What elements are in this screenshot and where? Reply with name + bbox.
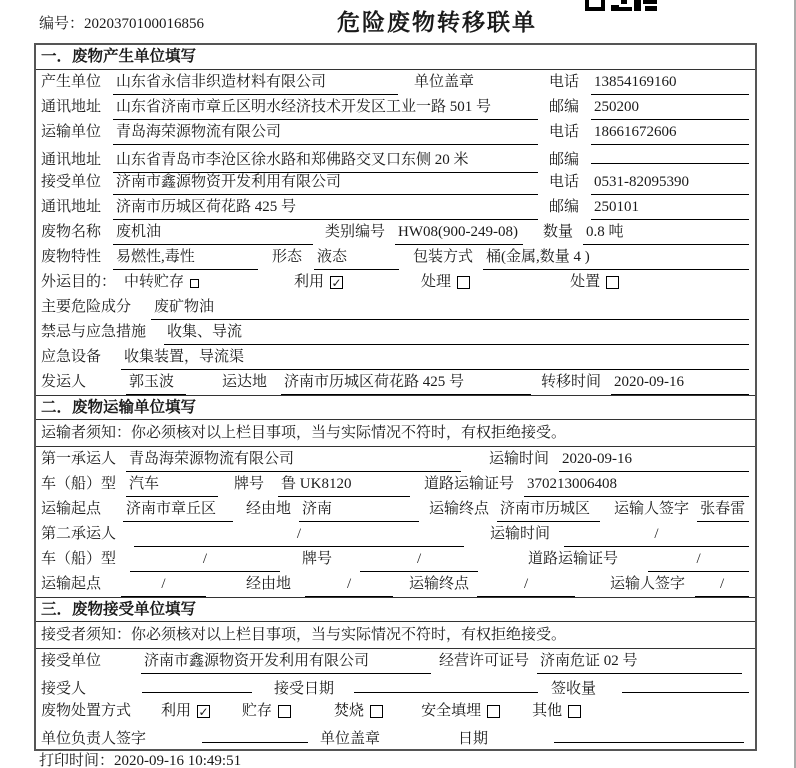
checkbox-disposal-incinerate	[370, 705, 383, 718]
purpose-option-treat-label: 处理	[421, 274, 452, 290]
receiver-phone-label: 电话	[548, 174, 579, 190]
road-cert1-label: 道路运输证号	[424, 476, 515, 492]
print-time	[39, 749, 241, 768]
section2-heading: 二．废物运输单位填写	[36, 395, 755, 420]
unit-stamp3-label: 单位盖章	[320, 731, 381, 747]
purpose-option-utilize-label: 利用	[294, 274, 325, 290]
document-number-value: 2020370100016856	[84, 16, 205, 32]
print-time-label: 打印时间：	[39, 753, 115, 768]
checkbox-dispose	[606, 276, 619, 289]
main-hazard-label: 主要危险成分	[41, 299, 132, 315]
row-disposal-method	[36, 699, 755, 724]
producer-phone-value: 13854169160	[591, 70, 749, 95]
checkbox-disposal-other	[568, 705, 581, 718]
physical-form-label: 形态	[272, 249, 303, 265]
origin1-value: 济南市章丘区	[123, 497, 233, 522]
physical-form-value: 液态	[314, 245, 399, 270]
purpose-option-dispose-label: 处置	[570, 274, 601, 290]
endpoint1-label: 运输终点	[429, 501, 490, 517]
checkbox-treat	[457, 276, 470, 289]
waste-name-label: 废物名称	[41, 224, 102, 240]
disposal-option-other-label: 其他	[532, 703, 563, 719]
accepting-unit-value: 济南市鑫源物资开发利用有限公司	[141, 649, 431, 674]
disposal-option-store-label: 贮存	[242, 703, 273, 719]
row-second-carrier	[36, 522, 755, 547]
destination-label: 运达地	[222, 374, 268, 390]
receiver-unit-label: 接受单位	[41, 174, 102, 190]
vehicle-type2-value: /	[130, 547, 280, 572]
emergency-equipment-label: 应急设备	[41, 349, 102, 365]
row-producer-unit	[36, 70, 755, 95]
receiver-address-label: 通讯地址	[41, 199, 102, 215]
transport-time2-value: /	[564, 522, 749, 547]
row-transporter-address	[36, 145, 755, 170]
via1-value: 济南	[299, 497, 419, 522]
checkbox-transfer-storage	[190, 279, 199, 288]
via1-label: 经由地	[246, 501, 292, 517]
carrier-signature1-label: 运输人签字	[614, 501, 690, 517]
row-transfer-purpose	[36, 270, 755, 295]
receiver-zip-label: 邮编	[548, 199, 579, 215]
first-carrier-value: 青岛海荣源物流有限公司	[126, 447, 461, 472]
producer-unit-value: 山东省永信非织造材料有限公司	[113, 70, 398, 95]
receiver-unit-value: 济南市鑫源物资开发利用有限公司	[113, 170, 538, 195]
shipper-label: 发运人	[41, 374, 87, 390]
unit-stamp-label: 单位盖章	[414, 74, 475, 90]
checkbox-utilize	[330, 276, 343, 289]
chief-signature-value	[202, 724, 308, 743]
transfer-time-label: 转移时间	[541, 374, 602, 390]
carrier-signature2-label: 运输人签字	[610, 576, 686, 592]
road-cert2-label: 道路运输证号	[528, 551, 619, 567]
packing-method-label: 包装方式	[413, 249, 474, 265]
document-number-label: 编号：	[39, 16, 85, 32]
transport-unit-value: 青岛海荣源物流有限公司	[113, 120, 538, 145]
document-header	[0, 0, 796, 42]
receiver-phone-value: 0531-82095390	[591, 170, 749, 195]
quantity-value: 0.8 吨	[583, 220, 749, 245]
main-hazard-value: 废矿物油	[151, 295, 749, 320]
accepting-unit-label: 接受单位	[41, 653, 102, 669]
producer-address-label: 通讯地址	[41, 99, 102, 115]
row-waste-name	[36, 220, 755, 245]
date-label: 日期	[458, 731, 489, 747]
plate-number1-label: 牌号	[234, 476, 265, 492]
qr-code-fragment-icon	[585, 0, 657, 11]
row-route1	[36, 497, 755, 522]
transfer-purpose-label: 外运目的：	[41, 274, 117, 290]
acceptor-value	[142, 674, 252, 693]
via2-value: /	[305, 572, 393, 597]
row-producer-address	[36, 95, 755, 120]
disposal-option-landfill-label: 安全填埋	[421, 703, 482, 719]
origin2-label: 运输起点	[41, 576, 102, 592]
disposal-option-incinerate-label: 焚烧	[334, 703, 365, 719]
license-number-value: 济南危证 02 号	[537, 649, 742, 674]
purpose-option-transfer-storage-label: 中转贮存	[124, 274, 185, 290]
emergency-measures-value: 收集、导流	[164, 320, 749, 345]
waste-name-value: 废机油	[113, 220, 313, 245]
transporter-address-value: 山东省青岛市李沧区徐水路和郑佛路交叉口东侧 20 米	[113, 148, 538, 173]
emergency-measures-label: 禁忌与应急措施	[41, 324, 147, 340]
plate-number1-value: 鲁 UK8120	[278, 472, 410, 497]
origin2-value: /	[121, 572, 206, 597]
row-emergency-equipment	[36, 345, 755, 370]
origin1-label: 运输起点	[41, 501, 102, 517]
checkbox-disposal-utilize	[197, 705, 210, 718]
producer-zip-label: 邮编	[548, 99, 579, 115]
waste-traits-label: 废物特性	[41, 249, 102, 265]
carrier-signature1-value: 张春雷	[697, 497, 749, 522]
transfer-time-value: 2020-09-16	[611, 370, 749, 395]
transporter-zip-label: 邮编	[548, 152, 579, 168]
row-emergency-measures	[36, 320, 755, 345]
transporter-phone-label: 电话	[548, 124, 579, 140]
transporter-phone-value: 18661672606	[591, 120, 749, 145]
signed-quantity-label: 签收量	[551, 681, 597, 697]
row-route2	[36, 572, 755, 597]
via2-label: 经由地	[246, 576, 292, 592]
print-time-value: 2020-09-16 10:49:51	[114, 753, 242, 768]
road-cert2-value: /	[648, 547, 749, 572]
checkbox-disposal-landfill	[487, 705, 500, 718]
first-carrier-label: 第一承运人	[41, 451, 117, 467]
receiver-notice: 接受者须知：你必须核对以上栏目事项，当与实际情况不符时，有权拒绝接受。	[36, 622, 755, 649]
row-waste-traits	[36, 245, 755, 270]
section3-heading: 三．废物接受单位填写	[36, 597, 755, 622]
chief-signature-label: 单位负责人签字	[41, 731, 147, 747]
row-receiver-address	[36, 195, 755, 220]
disposal-method-label: 废物处置方式	[41, 703, 132, 719]
row-shipper	[36, 370, 755, 395]
endpoint2-value: /	[477, 572, 575, 597]
section1-heading: 一．废物产生单位填写	[36, 45, 755, 70]
acceptor-label: 接受人	[41, 681, 87, 697]
accept-date-value	[354, 674, 538, 693]
endpoint1-value: 济南市历城区	[497, 497, 600, 522]
second-carrier-label: 第二承运人	[41, 526, 117, 542]
row-main-hazard	[36, 295, 755, 320]
date-value	[554, 724, 744, 743]
transporter-address-label: 通讯地址	[41, 152, 102, 168]
plate-number2-value: /	[360, 547, 478, 572]
waste-traits-value: 易燃性,毒性	[113, 245, 258, 270]
producer-zip-value: 250200	[591, 95, 749, 120]
row-vehicle1	[36, 472, 755, 497]
check-mark: ✓	[331, 276, 342, 290]
road-cert1-value: 370213006408	[524, 472, 749, 497]
carrier-signature2-value: /	[695, 572, 749, 597]
row-receiver-unit	[36, 170, 755, 195]
second-carrier-value: /	[134, 522, 464, 547]
manifest-form	[34, 43, 757, 751]
transport-time1-label: 运输时间	[489, 451, 550, 467]
receiver-zip-value: 250101	[591, 195, 749, 220]
producer-unit-label: 产生单位	[41, 74, 102, 90]
packing-method-value: 桶(金属,数量 4 )	[483, 245, 749, 270]
category-code-value: HW08(900-249-08)	[395, 220, 523, 245]
transport-unit-label: 运输单位	[41, 124, 102, 140]
transport-time1-value: 2020-09-16	[559, 447, 749, 472]
destination-value: 济南市历城区荷花路 425 号	[281, 370, 531, 395]
transporter-zip-value	[591, 145, 749, 164]
check-mark: ✓	[198, 705, 209, 719]
page-title: 危险废物转移联单	[337, 9, 537, 35]
quantity-label: 数量	[543, 224, 574, 240]
document-number	[39, 12, 204, 33]
disposal-option-utilize-label: 利用	[161, 703, 192, 719]
row-first-carrier	[36, 447, 755, 472]
vehicle-type1-value: 汽车	[126, 472, 218, 497]
accept-date-label: 接受日期	[274, 681, 335, 697]
producer-phone-label: 电话	[548, 74, 579, 90]
row-transport-unit	[36, 120, 755, 145]
transport-time2-label: 运输时间	[490, 526, 551, 542]
plate-number2-label: 牌号	[302, 551, 333, 567]
vehicle-type1-label: 车（船）型	[41, 476, 117, 492]
row-vehicle2	[36, 547, 755, 572]
license-number-label: 经营许可证号	[439, 653, 530, 669]
emergency-equipment-value: 收集装置，导流渠	[121, 345, 749, 370]
vehicle-type2-label: 车（船）型	[41, 551, 117, 567]
signed-quantity-value	[622, 674, 749, 693]
checkbox-disposal-store	[278, 705, 291, 718]
row-accepting-unit	[36, 649, 755, 674]
transporter-notice: 运输者须知：你必须核对以上栏目事项，当与实际情况不符时，有权拒绝接受。	[36, 420, 755, 447]
row-acceptor	[36, 674, 755, 699]
category-code-label: 类别编号	[325, 224, 386, 240]
producer-address-value: 山东省济南市章丘区明水经济技术开发区工业一路 501 号	[113, 95, 538, 120]
receiver-address-value: 济南市历城区荷花路 425 号	[113, 195, 538, 220]
row-chief-signature	[36, 724, 755, 749]
shipper-value: 郭玉波	[126, 370, 186, 395]
endpoint2-label: 运输终点	[409, 576, 470, 592]
